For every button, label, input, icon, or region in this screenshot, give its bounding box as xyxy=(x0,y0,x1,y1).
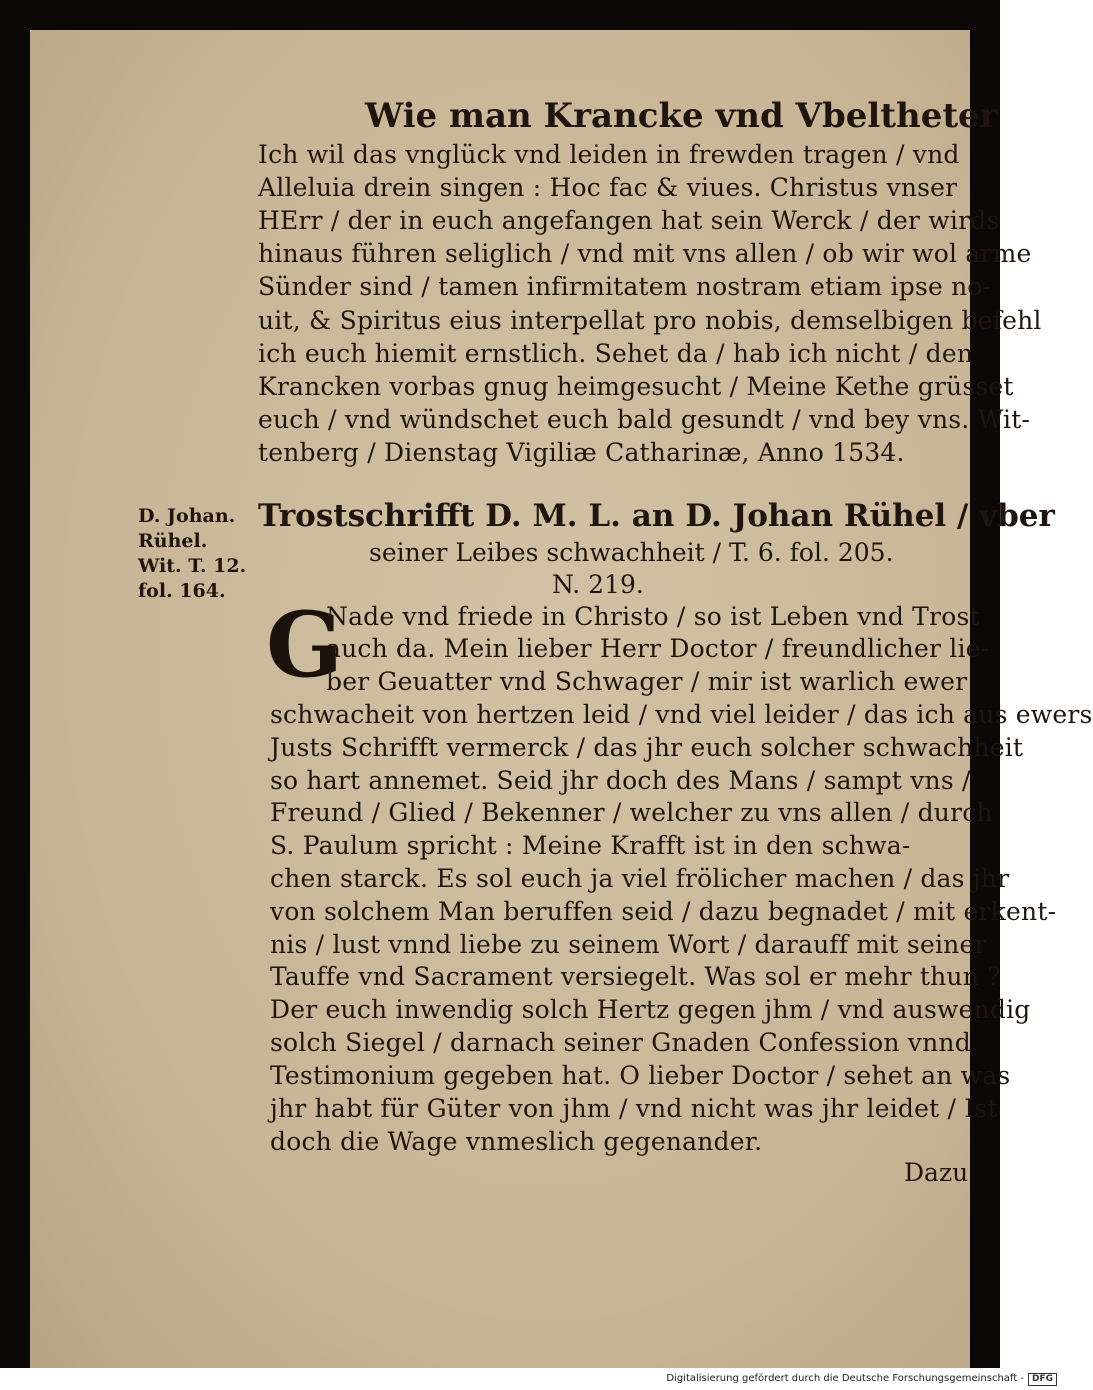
dfg-logo: DFG xyxy=(1028,1373,1057,1386)
text-line: Tauffe vnd Sacrament versiegelt. Was sol er mehr thun ? xyxy=(270,962,1001,991)
text-line: S. Paulum spricht : Meine Krafft ist in den schwa- xyxy=(270,831,911,860)
text-line: schwacheit von hertzen leid / vnd viel leider / das ich aus ewers xyxy=(270,700,1093,729)
drop-cap-initial: G xyxy=(266,592,343,698)
text-line: Freund / Glied / Bekenner / welcher zu vns allen / durch xyxy=(270,798,993,827)
text-line: Der euch inwendig solch Hertz gegen jhm / vnd auswendig xyxy=(270,995,1031,1024)
book-page xyxy=(30,30,1093,1368)
text-line: Justs Schrifft vermerck / das jhr euch solcher schwachheit xyxy=(270,733,1024,762)
catchword: Dazu xyxy=(904,1158,969,1187)
running-head: Wie man Krancke vnd Vbeltheter xyxy=(365,96,998,136)
section-heading: Trostschrifft D. M. L. an D. Johan Rühel / vber xyxy=(258,498,1055,534)
text-line: doch die Wage vnmeslich gegenander. xyxy=(270,1127,763,1156)
marginal-note-line: D. Johan. xyxy=(138,505,236,527)
text-line: Nade vnd friede in Christo / so ist Leben vnd Trost xyxy=(326,602,980,631)
text-line: Testimonium gegeben hat. O lieber Doctor / sehet an was xyxy=(270,1061,1011,1090)
text-line: von solchem Man beruffen seid / dazu begnadet / mit erkent- xyxy=(270,897,1057,926)
text-line: solch Siegel / darnach seiner Gnaden Confession vnnd xyxy=(270,1028,971,1057)
text-line: so hart annemet. Seid jhr doch des Mans / sampt vns / xyxy=(270,766,971,795)
text-line: auch da. Mein lieber Herr Doctor / freundlicher lie- xyxy=(326,634,990,663)
text-line: uit, & Spiritus eius interpellat pro nobis, demselbigen befehl xyxy=(258,306,1042,335)
credit-text: Digitalisierung gefördert durch die Deutsche Forschungsgemeinschaft - xyxy=(666,1373,1024,1384)
text-line: Krancken vorbas gnug heimgesucht / Meine Kethe grüsset xyxy=(258,372,1014,401)
marginal-note xyxy=(138,504,246,604)
text-line: nis / lust vnnd liebe zu seinem Wort / darauff mit seiner xyxy=(270,930,987,959)
text-line: HErr / der in euch angefangen hat sein Werck / der wirds xyxy=(258,206,1000,235)
text-line: Ich wil das vnglück vnd leiden in frewden tragen / vnd xyxy=(258,140,960,169)
text-line: Alleluia drein singen : Hoc fac & viues. Christus vnser xyxy=(258,173,958,202)
text-line: euch / vnd wündschet euch bald gesundt / vnd bey vns. Wit- xyxy=(258,405,1031,434)
marginal-note-line: fol. 164. xyxy=(138,580,226,602)
digitization-credit xyxy=(666,1373,1057,1386)
text-line: chen starck. Es sol euch ja viel frölicher machen / das jhr xyxy=(270,864,1010,893)
text-line: Sünder sind / tamen infirmitatem nostram etiam ipse no- xyxy=(258,272,992,301)
section-number: N. 219. xyxy=(552,570,644,599)
section-subheading: seiner Leibes schwachheit / T. 6. fol. 205. xyxy=(369,538,894,567)
text-line: hinaus führen seliglich / vnd mit vns allen / ob wir wol arme xyxy=(258,239,1032,268)
marginal-note-line: Rühel. xyxy=(138,530,208,552)
marginal-note-line: Wit. T. 12. xyxy=(138,555,247,577)
text-line: ich euch hiemit ernstlich. Sehet da / hab ich nicht / den xyxy=(258,339,974,368)
text-line: ber Geuatter vnd Schwager / mir ist warlich ewer xyxy=(326,667,968,696)
text-line: tenberg / Dienstag Vigiliæ Catharinæ, Anno 1534. xyxy=(258,438,905,467)
text-line: jhr habt für Güter von jhm / vnd nicht was jhr leidet / Ist xyxy=(270,1094,998,1123)
